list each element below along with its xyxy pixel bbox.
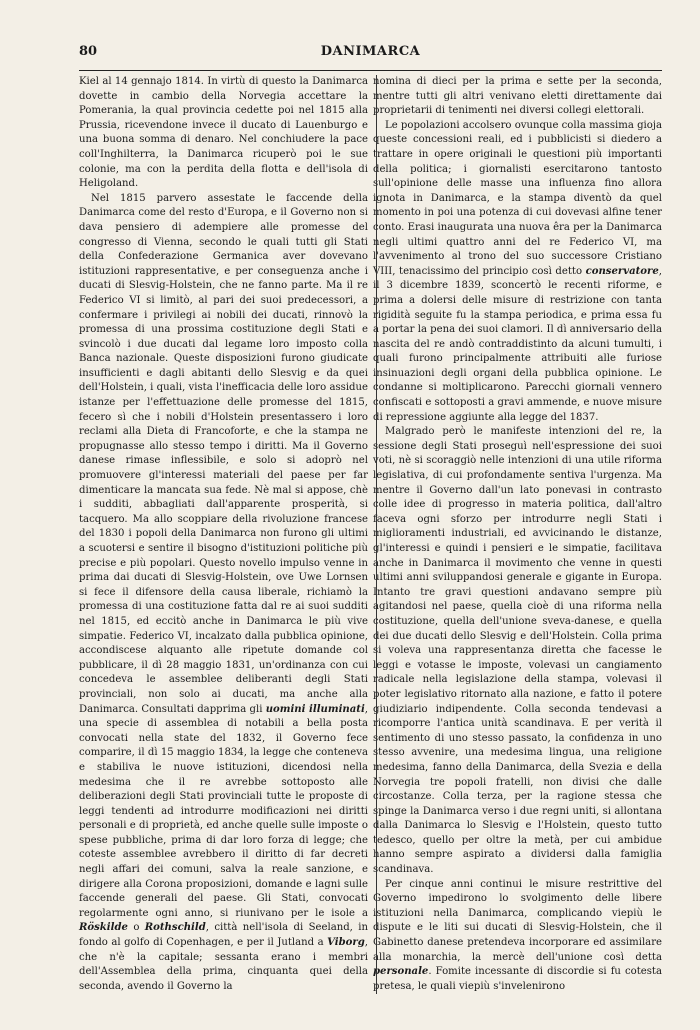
header-rule [79,70,662,71]
running-head: DANIMARCA [320,44,421,59]
paragraph: Per cinque anni continui le misure restrittive del Governo impedirono lo svolgimento delle libere istituzioni nella Danimarca, complicando viepiù le dispute e le liti sui ducati di Slesvig-Holstein, che il Gabinetto danese pretendeva incorporare ed assimilare alla monarchia, la mercè dell'unione così detta personale. Fomite incessante di discordie si fu cotesta pretesa, le quali viepiù s'invelenirono [373,878,662,992]
paragraph: Malgrado però le manifeste intenzioni del re, la sessione degli Stati proseguì nell'espressione dei suoi voti, nè si scoraggiò nelle intenzioni di una utile riforma legislativa, di cui profondamente sentiva l'urgenza. Ma mentre il Governo dall'un lato ponevasi in contrasto colle idee di progresso in materia politica, dall'altro faceva ogni sforzo per introdurre negli Stati i miglioramenti industriali, ed avvicinando le distanze, gl'interessi e quindi i pensieri e le simpatie, facilitava anche in Danimarca il movimento che venne in questi ultimi anni sviluppandosi generale e gigante in Europa. Intanto tre gravi questioni andavano sempre più agitandosi nel paese, quella cioè di una riforma nella costituzione, quella dell'unione sveva-danese, e quella dei due ducati dello Slesvig e dell'Holstein. Colla prima si voleva una rappresentanza diretta che facesse le leggi e votasse le imposte, volevasi un cangiamento radicale nella legislazione della stampa, volevasi il poter legislativo ritornato alla nazione, e fatto il potere giudiziario indipendente. Colla seconda tendevasi a ricomporre l'antica unità scandinava. E per verità il sentimento di uno stesso passato, la confidenza in uno stesso avvenire, una medesima lingua, una religione medesima, fanno della Danimarca, della Svezia e della Norvegia tre popoli fratelli, non divisi che dalle circostanze. Colla terza, per la ragione stessa che spinge la Danimarca verso i due regni uniti, si allontana dalla Danimarca lo Slesvig e l'Holstein, questo tutto tedesco, quello per oltre la metà, per cui ambidue hanno sempre aspirato a dividersi dalla famiglia scandinava. [373,426,662,876]
text-columns [79,75,662,994]
emphasis: personale [373,966,429,978]
paragraph: nomina di dieci per la prima e sette per la seconda, mentre tutti gli altri venivano eletti direttamente dai proprietarii di tenimenti nei diversi collegi elettorali. [373,76,662,117]
page-header [79,44,662,68]
page-number: 80 [79,44,98,59]
paragraph: Nel 1815 parvero assestate le faccende della Danimarca come del resto d'Europa, e il Governo non si dava pensiero di adempiere alle promesse del congresso di Vienna, secondo le quali tutti gli Stati della Confederazione Germanica aver dovevano istituzioni rappresentative, e per conseguenza anche i ducati di Slesvig-Holstein, che ne fanno parte. Ma il re Federico VI si limitò, al pari dei suoi predecessori, a confermare i privilegi ai nobili dei ducati, rinnovò la promessa di una prossima costituzione degli Stati e svincolò i due ducati dal legame loro imposto colla Banca nazionale. Queste disposizioni furono giudicate insufficienti e dagli abitanti dello Slesvig e da quei dell'Holstein, i quali, vista l'inefficacia delle loro assidue istanze per l'effettuazione delle promesse del 1815, fecero sì che i nobili d'Holstein presentassero i loro reclami alla Dieta di Francoforte, e che la stampa ne propugnasse allo stesso tempo i diritti. Ma il Governo danese rimase inflessibile, e solo si adoprò nel promuovere gl'interessi materiali del paese per far dimenticare la mancata sua fede. Nè mal si appose, chè i sudditi, abbagliati dall'apparente prosperità, si tacquero. Ma allo scoppiare della rivoluzione francese del 1830 i popoli della Danimarca non furono gli ultimi a scuotersi e sentire il bisogno d'istituzioni politiche più precise e più popolari. Questo novello impulso venne in prima dai ducati di Slesvig-Holstein, ove Uwe Lornsen si fece il difensore della causa liberale, richiamò la promessa di una costituzione fatta dal re ai suoi sudditi nel 1815, ed eccitò anche in Danimarca le più vive simpatie. Federico VI, incalzato dalla pubblica opinione, accondiscese alquanto alle ripetute domande col pubblicare, il dì 28 maggio 1831, un'ordinanza con cui concedeva le assemblee deliberanti degli Stati provinciali, non solo ai ducati, ma anche alla Danimarca. Consultati dapprima gli uomini illuminati, una specie di assemblea di notabili a bella posta convocati nella state del 1832, il Governo fece comparire, il dì 15 maggio 1834, la legge che conteneva e stabiliva le nuove istituzioni, dicendosi nella medesima che il re avrebbe sottoposto alle deliberazioni degli Stati provinciali tutte le proposte di leggi tendenti ad introdurre modificazioni nei diritti personali e di proprietà, ed anche quelle sulle imposte o spese pubbliche, prima di dar loro forza di legge; che coteste assemblee avrebbero il diritto di far decreti negli affari dei comuni, salva la reale sanzione, e dirigere alla Corona proposizioni, domande e lagni sulle faccende generali del paese. Gli Stati, convocati regolarmente ogni anno, si riunivano per le isole a Röskilde o Rothschild, città nell'isola di Seeland, in fondo al golfo di Copenhagen, e per il Jutland a Viborg, che n'è la capitale; sessanta erano i membri dell'Assemblea della prima, cinquanta quei della seconda, avendo il Governo la [79,192,368,992]
paragraph: Le popolazioni accolsero ovunque colla massima gioja queste concessioni reali, ed i pubblicisti si diedero a trattare in opere originali le questioni più importanti della politica; i giornalisti esercitarono tantosto sull'opinione delle masse una influenza fino allora ignota in Danimarca, e la stampa diventò da quel momento in poi una potenza di cui dovevasi alfine tener conto. Erasi inaugurata una nuova êra per la Danimarca negli ultimi quattro anni del re Federico VI, ma l'avvenimento al trono del suo successore Cristiano VIII, tenacissimo del principio così detto conservatore, il 3 dicembre 1839, sconcertò le recenti riforme, e prima a dolersi delle misure di restrizione con tanta rigidità seguite fu la stampa periodica, e prima essa fu a portar la pena dei suoi clamori. Il dì anniversario della nascita del re andò contraddistinto da alcuni tumulti, i quali furono principalmente attribuiti alle furiose insinuazioni degli organi della pubblica opinione. Le condanne si moltiplicarono. Parecchi giornali vennero confiscati e sottoposti a gravi ammende, e nuove misure di repressione aggiunte alla legge del 1837. [373,119,662,423]
emphasis: conservatore [585,265,659,277]
emphasis: Röskilde [79,922,128,934]
column-divider [376,75,377,994]
emphasis: Viborg [327,937,365,949]
emphasis: uomini illuminati [265,703,365,715]
left-column [79,75,368,994]
right-column [373,75,662,994]
emphasis: Rothschild [144,922,206,934]
paragraph: Kiel al 14 gennajo 1814. In virtù di questo la Danimarca dovette in cambio della Norvegia accettare la Pomerania, la qual provincia cedette poi nel 1815 alla Prussia, ricevendone invece il ducato di Lauenburgo e una buona somma di denaro. Nel conchiudere la pace coll'Inghilterra, la Danimarca ricuperò poi le sue colonie, ma con la perdita della flotta e dell'isola di Heligoland. [79,76,368,190]
